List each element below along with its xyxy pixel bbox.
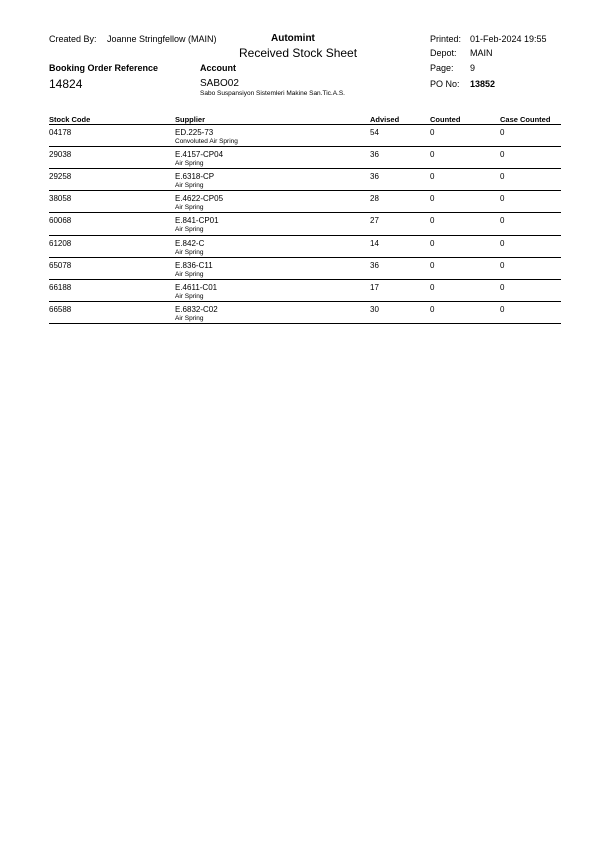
supplier-cell: E.6318-CP	[175, 172, 215, 182]
advised-cell: 30	[370, 304, 379, 314]
counted-cell: 0	[430, 282, 435, 292]
row-divider	[49, 279, 561, 280]
row-divider	[49, 146, 561, 147]
supplier-cell: E.4157-CP04	[175, 150, 224, 160]
case-counted-cell: 0	[500, 260, 505, 270]
stock-code-cell: 66588	[49, 304, 72, 314]
case-counted-cell: 0	[500, 216, 505, 226]
page-label: Page:	[430, 63, 454, 73]
advised-cell: 14	[370, 238, 379, 248]
account-code: SABO02	[200, 78, 239, 89]
case-counted-cell: 0	[500, 128, 505, 137]
advised-cell: 54	[370, 128, 379, 137]
supplier-description-cell: Air Spring	[175, 182, 204, 190]
account-name: Sabo Suspansiyon Sistemleri Makine San.Tic.A.S.	[200, 90, 345, 97]
case-counted-cell: 0	[500, 238, 505, 248]
stock-code-cell: 60068	[49, 216, 72, 226]
sheet-title: Received Stock Sheet	[239, 46, 358, 60]
stock-code-cell: 29038	[49, 150, 72, 160]
case-counted-cell: 0	[500, 172, 505, 182]
advised-cell: 36	[370, 172, 379, 182]
advised-cell: 17	[370, 282, 379, 292]
stock-code-cell: 66188	[49, 282, 72, 292]
supplier-description-cell: Air Spring	[175, 270, 204, 278]
col-stock-code: Stock Code	[49, 115, 91, 124]
advised-cell: 27	[370, 216, 379, 226]
po-label: PO No:	[430, 79, 460, 89]
supplier-cell: ED.225-73	[175, 128, 214, 137]
supplier-cell: E.6832-C02	[175, 304, 218, 314]
stock-code-cell: 29258	[49, 172, 72, 182]
case-counted-cell: 0	[500, 304, 505, 314]
stock-code-cell: 38058	[49, 194, 72, 204]
printed-label: Printed:	[430, 34, 462, 44]
supplier-cell: E.4622-CP05	[175, 194, 224, 204]
counted-cell: 0	[430, 216, 435, 226]
company-name: Automint	[271, 33, 315, 44]
supplier-cell: E.4611-C01	[175, 282, 218, 292]
depot-value: MAIN	[470, 48, 493, 58]
supplier-cell: E.842-C	[175, 238, 205, 248]
case-counted-cell: 0	[500, 150, 505, 160]
row-divider	[49, 301, 561, 302]
stock-code-cell: 61208	[49, 238, 72, 248]
counted-cell: 0	[430, 172, 435, 182]
counted-cell: 0	[430, 260, 435, 270]
supplier-description-cell: Air Spring	[175, 226, 204, 234]
supplier-cell: E.841-CP01	[175, 216, 219, 226]
supplier-description-cell: Air Spring	[175, 314, 204, 322]
row-divider	[49, 168, 561, 169]
advised-cell: 36	[370, 150, 379, 160]
counted-cell: 0	[430, 150, 435, 160]
advised-cell: 28	[370, 194, 379, 204]
row-divider	[49, 212, 561, 213]
supplier-description-cell: Air Spring	[175, 160, 204, 168]
col-advised: Advised	[370, 115, 400, 124]
stock-code-cell: 04178	[49, 128, 72, 137]
row-divider	[49, 235, 561, 236]
counted-cell: 0	[430, 194, 435, 204]
row-divider	[49, 323, 561, 324]
po-value: 13852	[470, 79, 496, 89]
page-value: 9	[470, 63, 476, 73]
col-counted: Counted	[430, 115, 461, 124]
row-divider	[49, 190, 561, 191]
case-counted-cell: 0	[500, 194, 505, 204]
account-label: Account	[200, 63, 236, 73]
booking-ref-value: 14824	[49, 77, 83, 91]
supplier-description-cell: Air Spring	[175, 248, 204, 256]
case-counted-cell: 0	[500, 282, 505, 292]
created-by-label: Created By:	[49, 34, 97, 44]
depot-label: Depot:	[430, 48, 457, 58]
supplier-cell: E.836-C11	[175, 260, 213, 270]
row-divider	[49, 257, 561, 258]
counted-cell: 0	[430, 304, 435, 314]
printed-value: 01-Feb-2024 19:55	[470, 34, 547, 44]
header-rule	[49, 124, 561, 125]
supplier-description-cell: Air Spring	[175, 292, 204, 300]
counted-cell: 0	[430, 128, 435, 137]
counted-cell: 0	[430, 238, 435, 248]
col-supplier: Supplier	[175, 115, 206, 124]
created-by-value: Joanne Stringfellow (MAIN)	[107, 34, 217, 44]
booking-ref-label: Booking Order Reference	[49, 63, 159, 73]
supplier-description-cell: Convoluted Air Spring	[175, 138, 238, 145]
supplier-description-cell: Air Spring	[175, 204, 204, 212]
advised-cell: 36	[370, 260, 379, 270]
col-case-counted: Case Counted	[500, 115, 551, 124]
stock-code-cell: 65078	[49, 260, 72, 270]
